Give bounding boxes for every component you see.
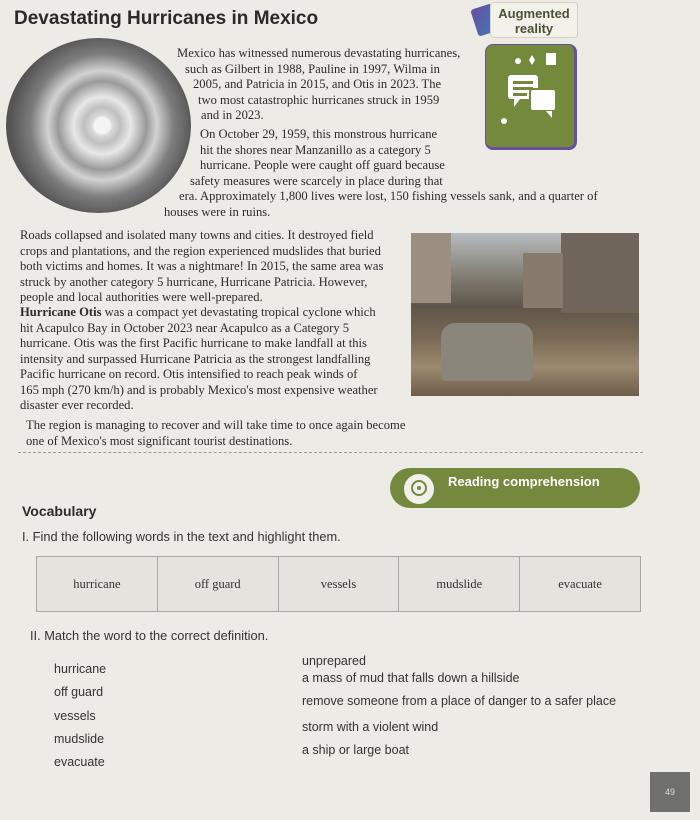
vocabulary-heading: Vocabulary (22, 503, 97, 519)
match-word-vessels[interactable]: vessels (54, 709, 96, 723)
paragraph-otis: Hurricane Otis was a compact yet devastating tropical cyclone which hit Acapulco Bay in October 2023 near Acapulco as a Category 5 hurricane. Otis was the first Pacific hurricane to make landfall at this intensity and surpassed Hurricane Patricia as the strongest landfalling Pacific hurricane on record. Otis intensified to reach peak winds of 165 mph (270 km/h) and is probably Mexico's most expensive weather disaster ever recorded. (20, 305, 378, 412)
flood-damage-photo (411, 233, 639, 396)
word-cell-mudslide[interactable]: mudslide (399, 557, 520, 611)
paragraph-recovery: The region is managing to recover and will take time to once again become one of Mexico's most significant tourist destinations. (26, 418, 406, 448)
match-word-evacuate[interactable]: evacuate (54, 755, 105, 769)
paragraph-intro: Mexico has witnessed numerous devastating hurricanes, such as Gilbert in 1988, Pauline in 1997, Wilma in 2005, and Patricia in 2015, and Otis in 2023. The two most catastrophic hurricanes struck in 1959 and in 2023. (177, 46, 461, 122)
match-word-off-guard[interactable]: off guard (54, 685, 104, 699)
match-definition-3[interactable]: remove someone from a place of danger to a safer place (302, 694, 617, 708)
match-definition-2[interactable]: a mass of mud that falls down a hillside (302, 671, 520, 685)
task-1-instruction: I. Find the following words in the text and highlight them. (22, 529, 341, 544)
word-cell-off-guard[interactable]: off guard (158, 557, 279, 611)
head-gears-icon (402, 472, 436, 506)
reading-comprehension-label: Reading comprehension (448, 474, 600, 489)
match-word-mudslide[interactable]: mudslide (54, 732, 105, 746)
task-2-instruction: II. Match the word to the correct definition. (30, 628, 269, 643)
word-cell-hurricane[interactable]: hurricane (37, 557, 158, 611)
word-table (36, 556, 641, 612)
hurricane-satellite-image (6, 38, 191, 213)
section-divider (18, 452, 643, 453)
word-cell-evacuate[interactable]: evacuate (558, 576, 602, 591)
page-number: 49 (650, 772, 690, 812)
page-title: Devastating Hurricanes in Mexico (14, 8, 319, 29)
match-definition-4[interactable]: storm with a violent wind (302, 720, 439, 734)
word-cell-vessels[interactable]: vessels (279, 557, 400, 611)
match-definition-5[interactable]: a ship or large boat (302, 743, 410, 757)
match-definition-1[interactable]: unprepared (302, 654, 366, 668)
flooded-car (441, 323, 533, 381)
paragraph-1959: On October 29, 1959, this monstrous hurricane hit the shores near Manzanillo as a category 5 hurricane. People were caught off guard because safety measures were scarcely in place during that era. Approximately 1,800 lives were lost, 150 fishing vessels sank, and a quarter of houses were in ruins. (164, 127, 598, 219)
ar-label: Augmented reality (490, 2, 578, 38)
match-word-hurricane[interactable]: hurricane (54, 662, 107, 676)
paragraph-aftermath: Roads collapsed and isolated many towns and cities. It destroyed field crops and plantations, and the region experienced mudslides that buried both victims and homes. It was a nightmare! In 2015, the same area was struck by another category 5 hurricane, Hurricane Patricia. However, people and local authorities were well-prepared. (20, 228, 384, 304)
